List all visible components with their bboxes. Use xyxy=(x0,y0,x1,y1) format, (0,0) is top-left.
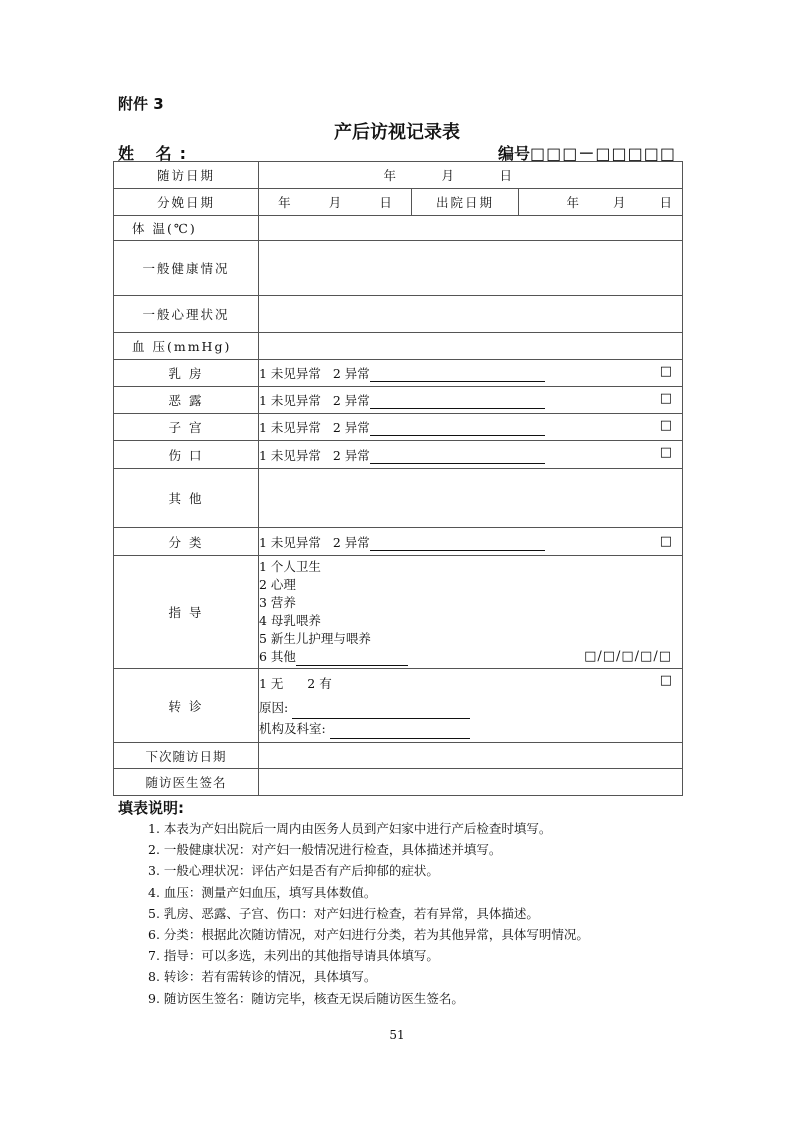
doctor-signature-label: 随访医生签名 xyxy=(114,769,259,796)
next-visit-label: 下次随访日期 xyxy=(114,743,259,769)
uterus-label: 子 宫 xyxy=(114,414,259,441)
day-label: 日 xyxy=(659,195,672,210)
discharge-date-field[interactable] xyxy=(519,189,683,216)
page-title: 产后访视记录表 xyxy=(334,122,460,143)
year-label: 年 xyxy=(566,195,579,210)
note-item: 8. 转诊：若有需转诊的情况，具体填写。 xyxy=(148,969,377,985)
row-wound xyxy=(114,441,683,469)
note-item: 2. 一般健康状况：对产妇一般情况进行检查，具体描述并填写。 xyxy=(148,842,502,858)
breast-label: 乳 房 xyxy=(114,360,259,387)
note-item: 4. 血压：测量产妇血压，填写具体数值。 xyxy=(148,884,377,900)
row-breast xyxy=(114,360,683,387)
visit-date-label: 随访日期 xyxy=(114,162,259,189)
row-uterus xyxy=(114,414,683,441)
next-visit-field[interactable] xyxy=(259,743,683,769)
abnormal-option[interactable]: 2 异常 xyxy=(332,393,370,408)
note-item: 6. 分类：根据此次随访情况，对产妇进行分类，若为其他异常，具体写明情况。 xyxy=(148,927,589,943)
institution-label: 机构及科室: xyxy=(259,720,326,736)
row-temperature xyxy=(114,216,683,241)
day-label: 日 xyxy=(499,168,513,183)
month-label: 月 xyxy=(328,195,342,210)
abnormal-detail-line[interactable] xyxy=(370,394,545,409)
wound-field xyxy=(259,441,683,469)
normal-option[interactable]: 1 未见异常 xyxy=(259,366,321,381)
annex-label: 附件 3 xyxy=(118,95,164,113)
classification-field xyxy=(259,528,683,556)
lochia-label: 恶 露 xyxy=(114,387,259,414)
guidance-field xyxy=(259,556,683,669)
note-item: 5. 乳房、恶露、子宫、伤口：对产妇进行检查，若有异常，具体描述。 xyxy=(148,905,539,921)
guidance-item[interactable]: 6 其他 xyxy=(259,649,296,664)
doctor-signature-field[interactable] xyxy=(259,769,683,796)
row-classification xyxy=(114,528,683,556)
year-label: 年 xyxy=(383,168,397,183)
serial-number-label: 编号 xyxy=(498,144,531,163)
abnormal-detail-line[interactable] xyxy=(370,367,545,382)
visit-date-field[interactable] xyxy=(259,162,683,189)
general-health-label: 一般健康情况 xyxy=(114,241,259,296)
blood-pressure-label: 血 压(mmHg) xyxy=(114,333,259,360)
row-general-mental xyxy=(114,296,683,333)
checkbox[interactable]: □ xyxy=(659,364,672,379)
guidance-checkboxes[interactable]: □/□/□/□/□ xyxy=(584,649,672,664)
row-delivery-date xyxy=(114,189,683,216)
blood-pressure-field[interactable] xyxy=(259,333,683,360)
breast-field xyxy=(259,360,683,387)
normal-option[interactable]: 1 未见异常 xyxy=(259,447,321,463)
note-item: 1. 本表为产妇出院后一周内由医务人员到产妇家中进行产后检查时填写。 xyxy=(148,821,552,836)
page-number: 51 xyxy=(389,1028,405,1042)
abnormal-detail-line[interactable] xyxy=(370,449,545,464)
uterus-field xyxy=(259,414,683,441)
note-item: 7. 指导：可以多选，未列出的其他指导请具体填写。 xyxy=(148,948,439,964)
row-guidance xyxy=(114,556,683,669)
visit-record-table xyxy=(113,161,683,796)
institution-line[interactable] xyxy=(330,724,470,739)
abnormal-detail-line[interactable] xyxy=(370,536,545,551)
checkbox[interactable]: □ xyxy=(659,391,672,406)
guidance-label: 指 导 xyxy=(114,556,259,669)
guidance-item[interactable]: 2 心理 xyxy=(259,577,296,592)
other-guidance-line[interactable] xyxy=(296,651,408,666)
general-mental-field[interactable] xyxy=(259,296,683,333)
row-blood-pressure xyxy=(114,333,683,360)
temperature-label: 体 温(℃) xyxy=(114,216,259,241)
normal-option[interactable]: 1 未见异常 xyxy=(259,393,321,408)
year-label: 年 xyxy=(278,195,291,210)
guidance-item[interactable]: 4 母乳喂养 xyxy=(259,613,321,628)
discharge-date-label: 出院日期 xyxy=(412,189,519,216)
row-lochia xyxy=(114,387,683,414)
delivery-date-field[interactable] xyxy=(259,189,412,216)
row-next-visit xyxy=(114,743,683,769)
delivery-date-label: 分娩日期 xyxy=(114,189,259,216)
reason-line[interactable] xyxy=(292,704,470,719)
guidance-item[interactable]: 3 营养 xyxy=(259,595,296,610)
checkbox[interactable]: □ xyxy=(659,418,672,433)
notes-list xyxy=(148,818,589,1009)
abnormal-option[interactable]: 2 异常 xyxy=(332,420,370,435)
serial-number-boxes[interactable]: □□□－□□□□□ xyxy=(530,144,676,163)
wound-label: 伤 口 xyxy=(114,441,259,469)
row-other xyxy=(114,469,683,528)
other-field[interactable] xyxy=(259,469,683,528)
row-referral xyxy=(114,669,683,743)
referral-yes-option[interactable]: 2 有 xyxy=(307,675,332,691)
note-item: 9. 随访医生签名：随访完毕，核查无误后随访医生签名。 xyxy=(148,990,464,1006)
reason-label: 原因: xyxy=(259,699,289,715)
checkbox[interactable]: □ xyxy=(659,534,672,549)
guidance-item[interactable]: 5 新生儿护理与喂养 xyxy=(259,631,371,646)
abnormal-detail-line[interactable] xyxy=(370,421,545,436)
checkbox[interactable]: □ xyxy=(659,445,672,460)
general-mental-label: 一般心理状况 xyxy=(114,296,259,333)
abnormal-option[interactable]: 2 异常 xyxy=(332,366,370,381)
guidance-item[interactable]: 1 个人卫生 xyxy=(259,559,321,574)
normal-option[interactable]: 1 未见异常 xyxy=(259,420,321,435)
referral-field xyxy=(259,669,683,743)
notes-title: 填表说明: xyxy=(118,799,184,817)
classification-label: 分 类 xyxy=(114,528,259,556)
row-doctor-signature xyxy=(114,769,683,796)
normal-option[interactable]: 1 未见异常 xyxy=(259,534,321,550)
referral-label: 转 诊 xyxy=(114,669,259,743)
referral-checkbox[interactable]: □ xyxy=(659,673,672,688)
abnormal-option[interactable]: 2 异常 xyxy=(332,447,370,463)
name-label: 姓 名: xyxy=(118,144,194,163)
temperature-field[interactable] xyxy=(259,216,683,241)
row-visit-date xyxy=(114,162,683,189)
month-label: 月 xyxy=(441,168,455,183)
abnormal-option[interactable]: 2 异常 xyxy=(332,534,370,550)
other-label: 其 他 xyxy=(114,469,259,528)
lochia-field xyxy=(259,387,683,414)
note-item: 3. 一般心理状况：评估产妇是否有产后抑郁的症状。 xyxy=(148,863,439,879)
month-label: 月 xyxy=(612,195,626,210)
general-health-field[interactable] xyxy=(259,241,683,296)
referral-no-option[interactable]: 1 无 xyxy=(259,675,284,691)
row-general-health xyxy=(114,241,683,296)
day-label: 日 xyxy=(379,195,392,210)
